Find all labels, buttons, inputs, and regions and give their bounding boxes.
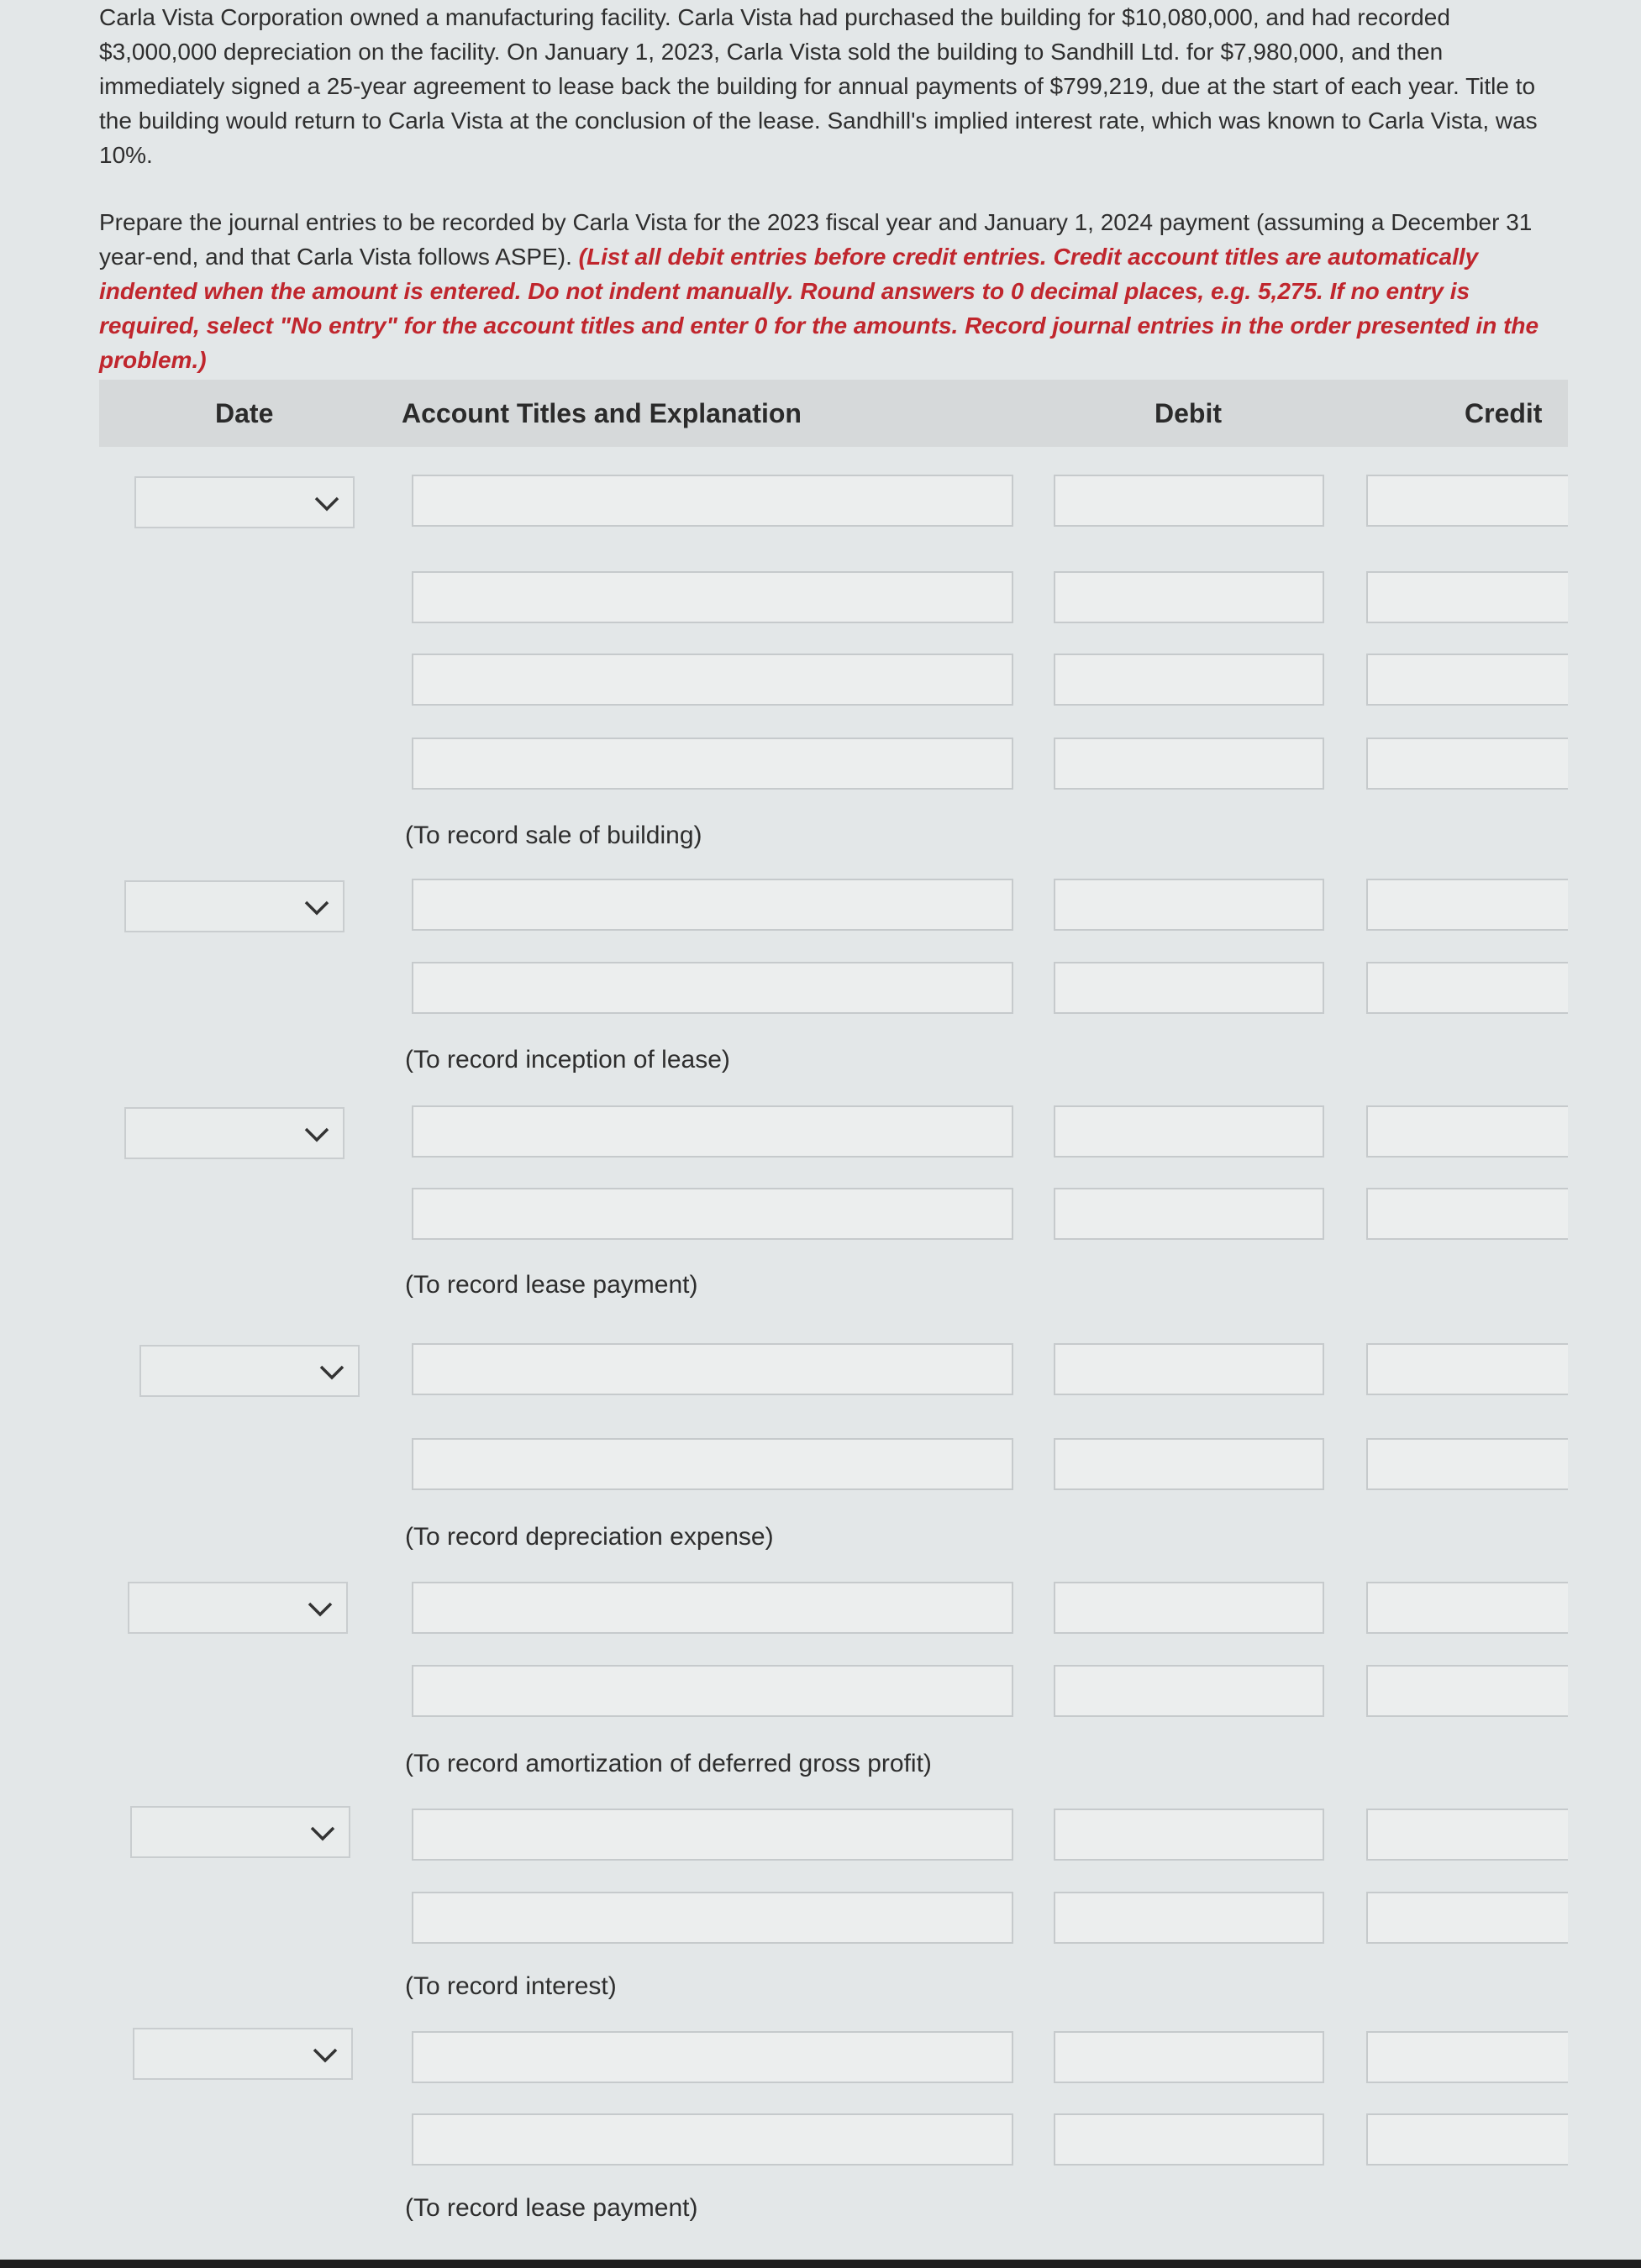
entry-1-credit-input[interactable] [1366, 654, 1568, 706]
entry-3-account-input[interactable] [412, 1188, 1013, 1240]
entry-6-debit-input[interactable] [1054, 1892, 1324, 1944]
problem-prompt [99, 205, 1570, 377]
entry-2-account-input[interactable] [412, 879, 1013, 931]
entry-2-credit-input[interactable] [1366, 962, 1568, 1014]
entry-3-date-select[interactable] [124, 1107, 345, 1159]
entry-2-account-input[interactable] [412, 962, 1013, 1014]
entry-7-credit-input[interactable] [1366, 2113, 1568, 2166]
entry-4-date-select[interactable] [139, 1345, 360, 1397]
entry-4-credit-input[interactable] [1366, 1343, 1568, 1395]
instructions-text: (List all debit entries before credit entries. Credit account titles are automatically indented when the amount is entered. Do not indent manually. Round answers to 0 decimal places, e.g. 5,275. If no entry is required, select "No entry" for the account titles and enter 0 for the amounts. Record journal entries in the order presented in the problem.) [99, 244, 1539, 373]
entry-7-debit-input[interactable] [1054, 2031, 1324, 2083]
entry-3-debit-input[interactable] [1054, 1188, 1324, 1240]
account-column-header: Account Titles and Explanation [402, 398, 802, 428]
problem-statement: Carla Vista Corporation owned a manufacturing facility. Carla Vista had purchased the building for $10,080,000, and had recorded $3,000,000 depreciation on the facility. On January 1, 2023, Carla Vista sold the building to Sandhill Ltd. for $7,980,000, and then immediately signed a 25-year agreement to lease back the building for annual payments of $799,219, due at the start of each year. Title to the building would return to Carla Vista at the conclusion of the lease. Sandhill's implied interest rate, which was known to Carla Vista, was 10%. [99, 4, 1538, 168]
credit-column-header: Credit [1465, 398, 1543, 428]
entry-6-account-input[interactable] [412, 1809, 1013, 1861]
journal-table-header [99, 380, 1568, 447]
entry-3-explanation: (To record lease payment) [405, 1271, 698, 1299]
chevron-down-icon [318, 1360, 346, 1383]
entry-4-account-input[interactable] [412, 1438, 1013, 1490]
entry-3-debit-input[interactable] [1054, 1105, 1324, 1158]
entry-7-explanation: (To record lease payment) [405, 2194, 698, 2222]
entry-5-account-input[interactable] [412, 1665, 1013, 1717]
entry-4-account-input[interactable] [412, 1343, 1013, 1395]
entry-7-account-input[interactable] [412, 2113, 1013, 2166]
entry-6-explanation: (To record interest) [405, 1972, 617, 2000]
chevron-down-icon [306, 1597, 334, 1620]
entry-1-debit-input[interactable] [1054, 571, 1324, 623]
entry-7-credit-input[interactable] [1366, 2031, 1568, 2083]
entry-1-account-input[interactable] [412, 738, 1013, 790]
prompt-text: Prepare the journal entries to be recorded by Carla Vista for the 2023 fiscal year and January 1, 2024 payment (assuming a December 31 year-end, and that Carla Vista follows ASPE). [99, 209, 1533, 270]
entry-2-debit-input[interactable] [1054, 879, 1324, 931]
entry-1-debit-input[interactable] [1054, 475, 1324, 527]
entry-3-credit-input[interactable] [1366, 1188, 1568, 1240]
entry-4-debit-input[interactable] [1054, 1438, 1324, 1490]
entry-3-account-input[interactable] [412, 1105, 1013, 1158]
entry-5-credit-input[interactable] [1366, 1582, 1568, 1634]
entry-6-debit-input[interactable] [1054, 1809, 1324, 1861]
entry-7-account-input[interactable] [412, 2031, 1013, 2083]
chevron-down-icon [302, 895, 331, 919]
date-column-header: Date [215, 398, 274, 428]
entry-1-debit-input[interactable] [1054, 654, 1324, 706]
chevron-down-icon [311, 2043, 339, 2066]
entry-5-date-select[interactable] [128, 1582, 348, 1634]
entry-6-account-input[interactable] [412, 1892, 1013, 1944]
entry-5-debit-input[interactable] [1054, 1665, 1324, 1717]
entry-5-credit-input[interactable] [1366, 1665, 1568, 1717]
entry-2-explanation: (To record inception of lease) [405, 1046, 730, 1074]
entry-1-debit-input[interactable] [1054, 738, 1324, 790]
entry-1-credit-input[interactable] [1366, 738, 1568, 790]
entry-1-account-input[interactable] [412, 475, 1013, 527]
entry-4-explanation: (To record depreciation expense) [405, 1523, 774, 1551]
entry-1-credit-input[interactable] [1366, 571, 1568, 623]
entry-7-date-select[interactable] [133, 2028, 353, 2080]
entry-1-date-select[interactable] [134, 476, 355, 528]
entry-3-credit-input[interactable] [1366, 1105, 1568, 1158]
entry-6-date-select[interactable] [130, 1806, 350, 1858]
chevron-down-icon [302, 1122, 331, 1146]
entry-7-debit-input[interactable] [1054, 2113, 1324, 2166]
screen-bottom-edge [0, 2260, 1641, 2268]
entry-4-debit-input[interactable] [1054, 1343, 1324, 1395]
entry-2-credit-input[interactable] [1366, 879, 1568, 931]
entry-4-credit-input[interactable] [1366, 1438, 1568, 1490]
chevron-down-icon [313, 491, 341, 515]
entry-5-debit-input[interactable] [1054, 1582, 1324, 1634]
entry-2-date-select[interactable] [124, 880, 345, 932]
chevron-down-icon [308, 1821, 337, 1845]
debit-column-header: Debit [1154, 398, 1222, 428]
entry-1-account-input[interactable] [412, 654, 1013, 706]
entry-1-account-input[interactable] [412, 571, 1013, 623]
entry-5-account-input[interactable] [412, 1582, 1013, 1634]
entry-6-credit-input[interactable] [1366, 1892, 1568, 1944]
entry-5-explanation: (To record amortization of deferred gross profit) [405, 1750, 932, 1777]
entry-2-debit-input[interactable] [1054, 962, 1324, 1014]
entry-6-credit-input[interactable] [1366, 1809, 1568, 1861]
entry-1-explanation: (To record sale of building) [405, 822, 702, 849]
entry-1-credit-input[interactable] [1366, 475, 1568, 527]
